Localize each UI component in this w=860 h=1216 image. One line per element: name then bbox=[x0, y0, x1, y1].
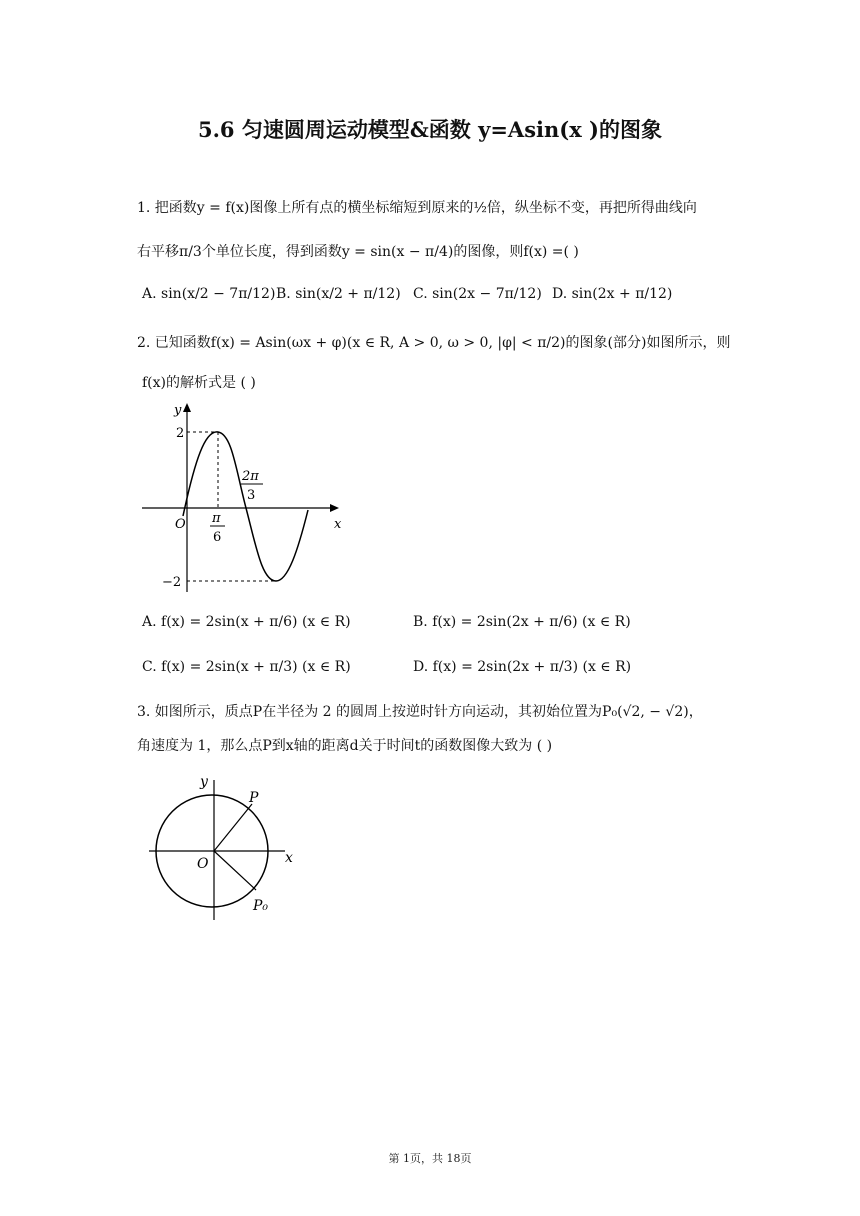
graph-pi-6-denominator: 6 bbox=[213, 530, 222, 545]
q1-line-2: 右平移π/3个单位长度，得到函数y = sin(x − π/4)的图像，则f(x) =( ) bbox=[137, 244, 579, 260]
radius-op0 bbox=[214, 851, 256, 890]
q1-option-b: B. sin(x/2 + π/12) bbox=[276, 286, 401, 302]
circle-x-label: x bbox=[285, 850, 293, 866]
sine-curve bbox=[183, 432, 308, 581]
q1-line-1: 1. 把函数y = f(x)图像上所有点的横坐标缩短到原来的½倍，纵坐标不变，再把所得曲线向 bbox=[137, 200, 697, 216]
point-p-label: P bbox=[249, 790, 259, 806]
circle-motion-figure bbox=[145, 770, 305, 925]
q2-option-c: C. f(x) = 2sin(x + π/3) (x ∈ R) bbox=[142, 659, 351, 675]
graph-y-label: y bbox=[174, 403, 182, 418]
q1-option-c: C. sin(2x − 7π/12) bbox=[413, 286, 542, 302]
q3-line-2: 角速度为 1，那么点P到x轴的距离d关于时间t的函数图像大致为 ( ) bbox=[137, 738, 553, 754]
graph-ymin-label: −2 bbox=[162, 575, 182, 590]
point-p0-label: P₀ bbox=[253, 898, 269, 914]
q2-option-b: B. f(x) = 2sin(2x + π/6) (x ∈ R) bbox=[413, 614, 631, 630]
page-footer: 第 1页，共 18页 bbox=[388, 1152, 472, 1165]
q1-option-d: D. sin(2x + π/12) bbox=[552, 286, 673, 302]
q2-line-1: 2. 已知函数f(x) = Asin(ωx + φ)(x ∈ R, A > 0, ω > 0, |φ| < π/2)的图象(部分)如图所示，则 bbox=[137, 335, 731, 351]
graph-origin-label: O bbox=[175, 517, 186, 532]
q1-option-a: A. sin(x/2 − 7π/12) bbox=[142, 286, 276, 302]
page-title: 5.6 匀速圆周运动模型&函数 y=Asin(x )的图象 bbox=[198, 117, 662, 142]
q2-option-d: D. f(x) = 2sin(2x + π/3) (x ∈ R) bbox=[413, 659, 632, 675]
radius-op bbox=[214, 804, 252, 851]
graph-ymax-label: 2 bbox=[176, 426, 185, 441]
q2-line-2: f(x)的解析式是 ( ) bbox=[142, 375, 256, 391]
graph-pi-6-numerator: π bbox=[212, 511, 221, 526]
graph-2pi-3-numerator: 2π bbox=[242, 469, 259, 484]
graph-x-label: x bbox=[334, 517, 342, 532]
circle-origin-label: O bbox=[197, 856, 209, 872]
q3-line-1: 3. 如图所示，质点P在半径为 2 的圆周上按逆时针方向运动，其初始位置为P₀(√2, − √2)， bbox=[137, 704, 703, 720]
graph-2pi-3-denominator: 3 bbox=[247, 488, 256, 503]
y-axis-arrow bbox=[183, 403, 191, 412]
circle-y-label: y bbox=[200, 774, 208, 790]
sine-graph-figure bbox=[140, 400, 360, 595]
q2-option-a: A. f(x) = 2sin(x + π/6) (x ∈ R) bbox=[142, 614, 351, 630]
x-axis-arrow bbox=[330, 504, 339, 512]
